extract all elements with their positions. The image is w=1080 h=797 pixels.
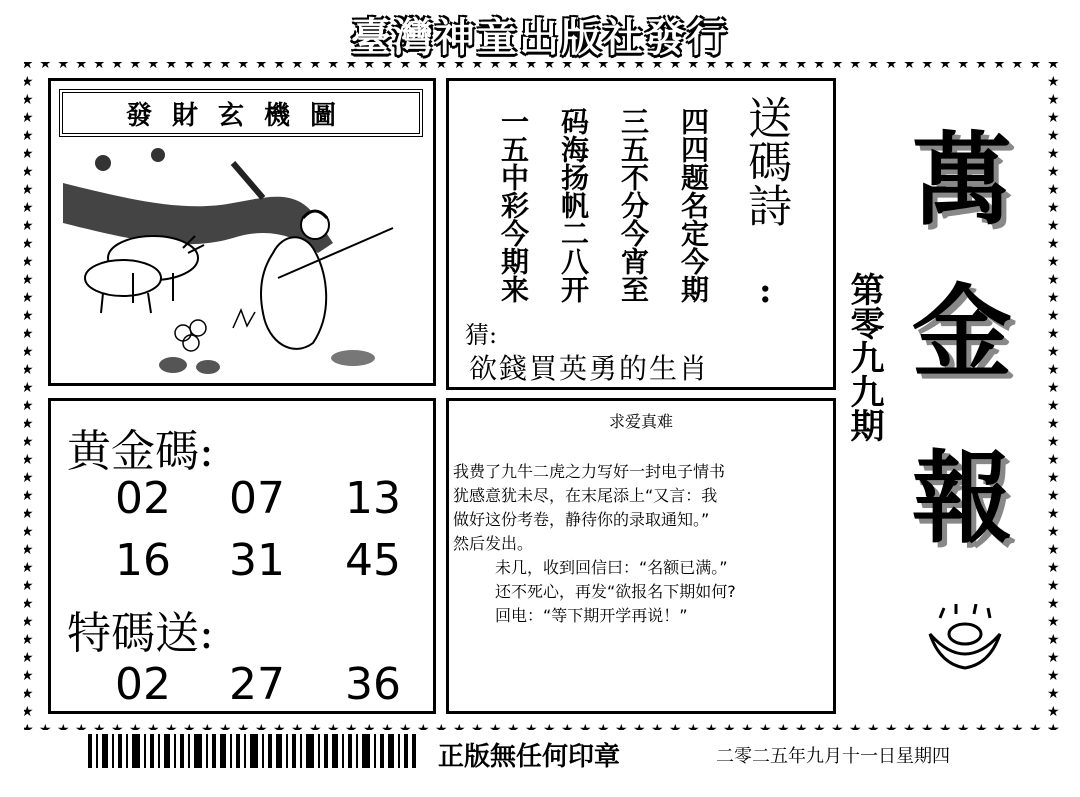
- story-line: 我费了九牛二虎之力写好一封电子情书: [453, 462, 726, 481]
- issue-date: 二零二五年九月十一日星期四: [716, 746, 950, 767]
- guess-label: 猜:: [465, 321, 498, 349]
- picture-panel: [48, 78, 436, 386]
- poem-line-3: 码海扬帆二八开: [557, 107, 590, 303]
- gold-number: 45: [345, 535, 401, 586]
- gold-number: 07: [229, 473, 285, 524]
- numbers-panel: [48, 398, 436, 714]
- poem-panel: [446, 78, 836, 390]
- picture-title: 發財玄機圖: [125, 101, 356, 131]
- gold-number: 31: [229, 535, 285, 586]
- special-number: 36: [345, 659, 401, 710]
- gold-number: 16: [115, 535, 171, 586]
- story-line: 然后发出。: [453, 534, 534, 553]
- story-line: 做好这份考卷，静待你的录取通知。”: [453, 510, 710, 529]
- special-number: 27: [229, 659, 285, 710]
- fortune-illustration: [63, 143, 423, 377]
- masthead-char-2: 金: [912, 273, 1012, 391]
- story-line: 回电：“等下期开学再说！”: [495, 606, 688, 625]
- issue-number: 第零九九期: [844, 272, 884, 442]
- masthead-char-3: 報: [912, 439, 1012, 557]
- story-line: 犹感意犹未尽，在末尾添上“又言：我: [453, 486, 718, 505]
- poem-title-colon: :: [759, 271, 772, 311]
- gold-numbers-label: 黄金碼:: [67, 426, 214, 477]
- poem-line-4: 一五中彩今期来: [497, 107, 530, 303]
- masthead-char-1: 萬: [912, 121, 1012, 239]
- authenticity-notice: 正版無任何印章: [438, 742, 621, 772]
- special-numbers-label: 特碼送:: [67, 608, 214, 659]
- publisher-banner: 臺灣神童出版社發行: [351, 14, 729, 61]
- poem-line-2: 三五不分今宵至: [617, 107, 650, 303]
- poem-line-1: 四四题名定今期: [677, 107, 710, 303]
- gold-number: 02: [115, 473, 171, 524]
- gold-number: 13: [345, 473, 401, 524]
- story-panel: [446, 398, 836, 714]
- barcode: [88, 734, 418, 768]
- story-title: 求爱真难: [608, 412, 673, 431]
- guess-text: 欲錢買英勇的生肖: [469, 352, 710, 385]
- story-line: 未几，收到回信曰：“名额已满。”: [495, 558, 728, 577]
- gold-ingot-icon: [920, 604, 1010, 686]
- poem-title: 送碼詩: [740, 95, 791, 227]
- special-number: 02: [115, 659, 171, 710]
- story-line: 还不死心，再发“欲报名下期如何?: [495, 582, 736, 601]
